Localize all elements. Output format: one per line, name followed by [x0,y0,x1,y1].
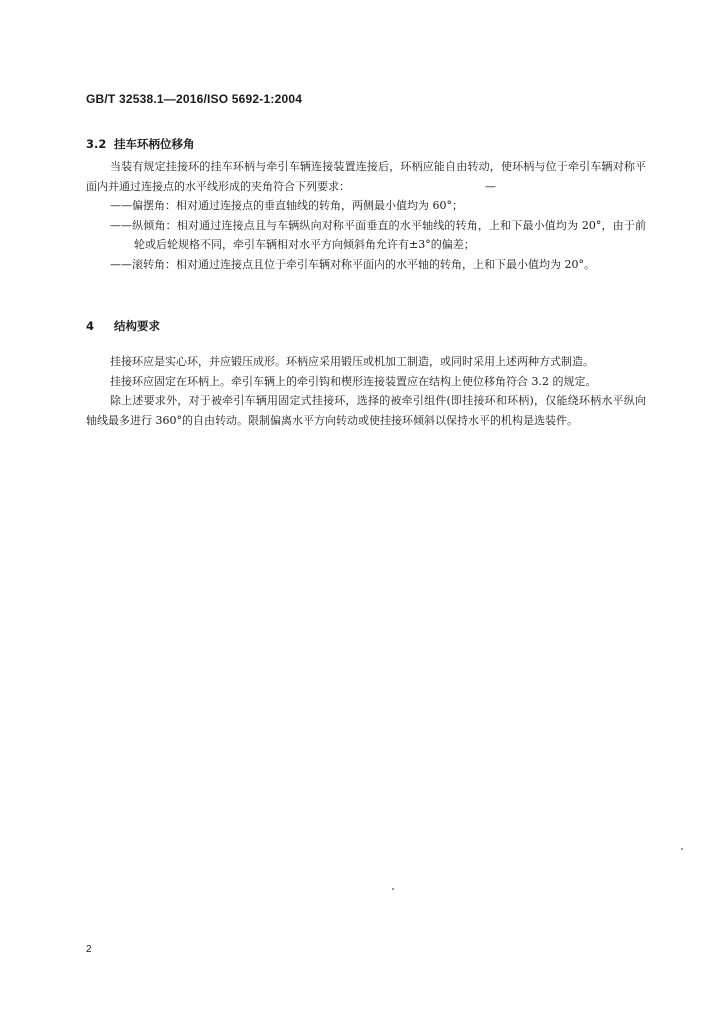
section-4-paragraph-3: 除上述要求外，对于被牵引车辆用固定式挂接环，选择的被牵引组件(即挂接环和环柄)，仅能绕环柄水平纵向轴线最多进行 360°的自由转动。限制偏离水平方向转动或使挂接环倾斜以保持水平的机构是选装件。 [86,394,646,427]
section-3-2-heading [86,136,195,152]
standard-header: GB/T 32538.1—2016/ISO 5692-1:2004 [86,92,303,106]
section-4-paragraph-1: 挂接环应是实心环，并应锻压成形。环柄应采用锻压或机加工制造，或同时采用上述两种方式制造。 [110,355,594,368]
section-4-body [86,352,646,430]
section-4-heading [86,318,160,334]
list-item-pitch: ——纵倾角：相对通过连接点且与车辆纵向对称平面垂直的水平轴线的转角，上和下最小值均为 20°，由于前轮或后轮规格不同，牵引车辆相对水平方向倾斜角允许有±3°的偏差； [110,218,646,251]
section-4-number: 4 [86,319,95,333]
list-item-yaw: ——偏摆角：相对通过连接点的垂直轴线的转角，两侧最小值均为 60°； [110,199,463,212]
page-number: 2 [86,944,92,955]
list-item-roll: ——滚转角：相对通过连接点且位于牵引车辆对称平面内的水平轴的转角，上和下最小值均为 20°。 [110,257,595,271]
section-3-2-title: 挂车环柄位移角 [114,137,195,151]
section-4-title: 结构要求 [114,319,160,333]
section-4-paragraph-2: 挂接环应固定在环柄上。牵引车辆上的牵引钩和楔形连接装置应在结构上使位移角符合 3.2 的规定。 [110,374,597,388]
scan-speck [681,848,683,850]
stray-dash-mark: — [485,180,496,193]
section-3-2-intro: 当装有规定挂接环的挂车环柄与牵引车辆连接装置连接后，环柄应能自由转动，使环柄与位于牵引车辆对称平面内并通过连接点的水平线形成的夹角符合下列要求： [86,160,646,193]
section-3-2-body [86,157,646,274]
section-3-2-number: 3.2 [86,137,107,151]
scan-speck [392,888,394,890]
